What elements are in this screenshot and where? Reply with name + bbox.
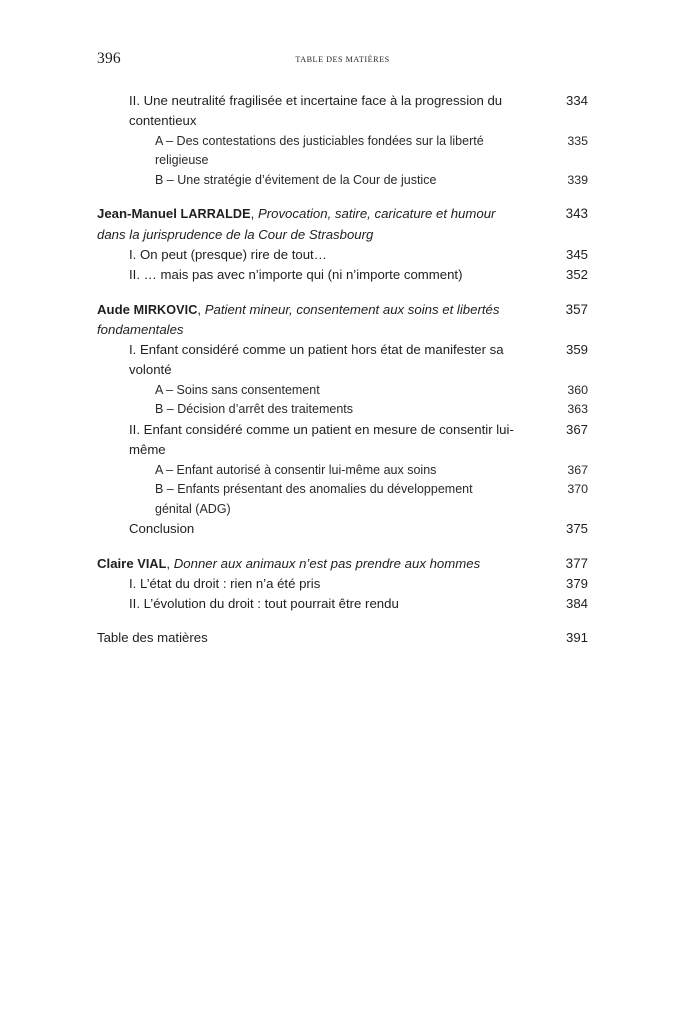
toc-entry-label: I. Enfant considéré comme un patient hors état de manifester sa volonté [129, 342, 508, 378]
toc-entry-label [97, 300, 588, 341]
toc-entry-sub[interactable] [97, 461, 588, 481]
toc-entry-label: I. On peut (presque) rire de tout… [129, 246, 327, 262]
toc-entry-page-number: 377 [565, 555, 588, 571]
contribution-title: Provocation, satire, caricature et humour dans la jurisprudence de la Cour de Strasbourg [97, 206, 500, 242]
toc-entry-author[interactable] [97, 204, 588, 245]
toc-entry-sub[interactable] [97, 381, 588, 401]
toc-entry-label [97, 554, 588, 574]
contribution-title: Donner aux animaux n’est pas prendre aux hommes [173, 555, 481, 571]
toc-entry-plain[interactable] [97, 519, 588, 539]
toc-entry-author[interactable] [97, 300, 588, 341]
author-title-separator: , [166, 555, 174, 571]
toc-entry-section[interactable] [97, 594, 588, 614]
toc-entry-section[interactable] [97, 574, 588, 594]
toc-entry-label: II. Enfant considéré comme un patient en mesure de consentir lui-même [129, 421, 514, 458]
toc-entry-label: A – Des contestations des justiciables fondées sur la liberté religieuse [155, 133, 488, 168]
toc-entry-sub[interactable] [97, 480, 588, 519]
author-first-name: Aude [97, 301, 134, 317]
toc-entry-page-number: 367 [565, 421, 588, 437]
toc-entry-label [97, 204, 588, 245]
toc-entry-page-number: 391 [565, 629, 588, 645]
toc-entry-page-number: 370 [567, 482, 588, 497]
table-of-contents-list [97, 91, 588, 648]
toc-entry-label: B – Décision d’arrêt des traitements [155, 402, 354, 417]
toc-entry-label: A – Enfant autorisé à consentir lui-même aux soins [155, 462, 437, 477]
toc-entry-sub[interactable] [97, 171, 588, 191]
toc-entry-page-number: 367 [567, 462, 588, 477]
toc-entry-section[interactable] [97, 340, 588, 381]
toc-entry-page-number: 343 [565, 206, 588, 222]
toc-entry-page-number: 339 [567, 172, 588, 187]
toc-entry-page-number: 345 [565, 246, 588, 262]
toc-entry-label: I. L’état du droit : rien n’a été pris [129, 575, 321, 591]
page-folio-number: 396 [97, 50, 121, 67]
toc-entry-page-number: 360 [567, 382, 588, 397]
author-title-separator: , [250, 206, 258, 222]
toc-entry-label: II. … mais pas avec n’importe qui (ni n’importe comment) [129, 267, 463, 283]
toc-entry-flush[interactable] [97, 628, 588, 648]
toc-entry-page-number: 334 [565, 93, 588, 108]
author-title-separator: , [197, 301, 205, 317]
toc-entry-sub[interactable] [97, 400, 588, 420]
toc-entry-page-number: 352 [565, 267, 588, 283]
toc-entry-page-number: 363 [567, 402, 588, 417]
author-first-name: Claire [97, 555, 138, 571]
toc-entry-label: A – Soins sans consentement [155, 382, 320, 397]
author-last-name: MIRKOVIC [133, 302, 198, 317]
toc-entry-label: II. L’évolution du droit : tout pourrait être rendu [129, 596, 399, 612]
toc-entry-section[interactable] [97, 420, 588, 461]
toc-entry-author[interactable] [97, 554, 588, 574]
running-head [97, 50, 588, 72]
toc-entry-page-number: 384 [565, 596, 588, 612]
author-first-name: Jean-Manuel [97, 206, 181, 222]
author-last-name: VIAL [137, 556, 167, 571]
toc-entry-section[interactable] [97, 245, 588, 265]
toc-entry-page-number: 379 [565, 575, 588, 591]
toc-entry-page-number: 335 [567, 133, 588, 148]
author-last-name: LARRALDE [180, 207, 251, 222]
running-head-title: TABLE DES MATIÈRES [295, 55, 390, 64]
toc-entry-page-number: 359 [565, 342, 588, 358]
toc-entry-label: B – Une stratégie d’évitement de la Cour de justice [155, 172, 437, 187]
toc-entry-label: B – Enfants présentant des anomalies du développement génital (ADG) [155, 482, 477, 516]
toc-entry-label: Table des matières [97, 629, 208, 645]
toc-entry-label: II. Une neutralité fragilisée et incertaine face à la progression du contentieux [129, 93, 506, 129]
toc-entry-page-number: 357 [565, 301, 588, 317]
toc-entry-section[interactable] [97, 265, 588, 285]
toc-entry-sub[interactable] [97, 132, 588, 171]
toc-entry-label: Conclusion [129, 521, 195, 537]
contribution-title: Patient mineur, consentement aux soins et libertés fondamentales [97, 301, 504, 337]
toc-entry-page-number: 375 [565, 521, 588, 537]
toc-entry-section[interactable] [97, 91, 588, 132]
